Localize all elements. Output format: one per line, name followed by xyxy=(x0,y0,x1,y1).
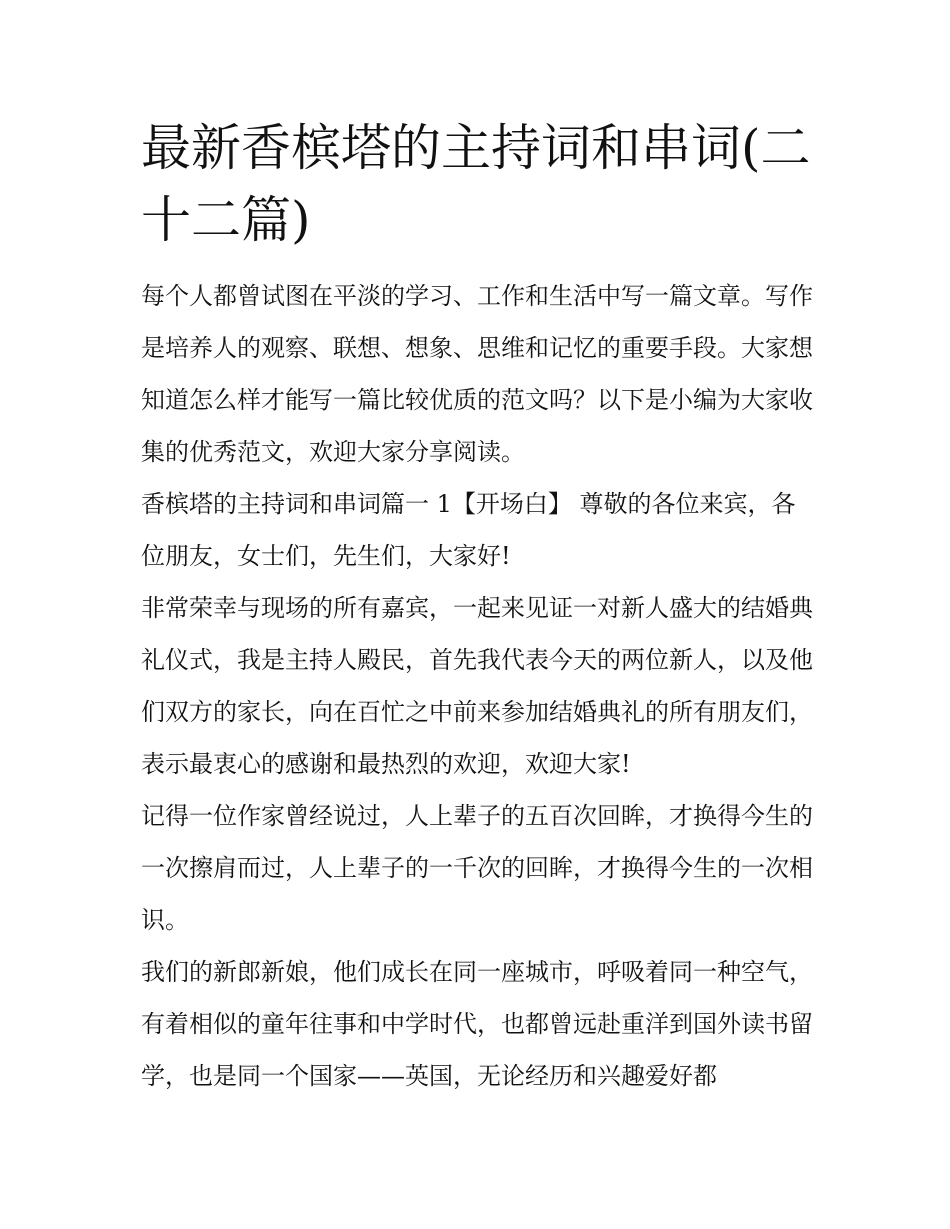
paragraph-opening: 香槟塔的主持词和串词篇一 1【开场白】 尊敬的各位来宾，各位朋友，女士们，先生们，大家好! xyxy=(141,490,796,570)
document-title: 最新香槟塔的主持词和串词(二十二篇) xyxy=(141,119,811,249)
paragraph-intro: 每个人都曾试图在平淡的学习、工作和生活中写一篇文章。写作是培养人的观察、联想、想象、思维和记忆的重要手段。大家想知道怎么样才能写一篇比较优质的范文吗？以下是小编为大家收集的优秀范文，欢迎大家分享阅读。 xyxy=(141,282,813,466)
paragraph-welcome: 非常荣幸与现场的所有嘉宾，一起来见证一对新人盛大的结婚典礼仪式，我是主持人殿民，首先我代表今天的两位新人，以及他们双方的家长，向在百忙之中前来参加结婚典礼的所有朋友们，表示最衷心的感谢和最热烈的欢迎，欢迎大家! xyxy=(141,594,813,778)
paragraph-couple: 我们的新郎新娘，他们成长在同一座城市，呼吸着同一种空气，有着相似的童年往事和中学时代，也都曾远赴重洋到国外读书留学，也是同一个国家——英国，无论经历和兴趣爱好都 xyxy=(141,958,813,1090)
document-body xyxy=(141,112,813,1102)
paragraph-quote: 记得一位作家曾经说过，人上辈子的五百次回眸，才换得今生的一次擦肩而过，人上辈子的一千次的回眸，才换得今生的一次相识。 xyxy=(141,802,813,934)
